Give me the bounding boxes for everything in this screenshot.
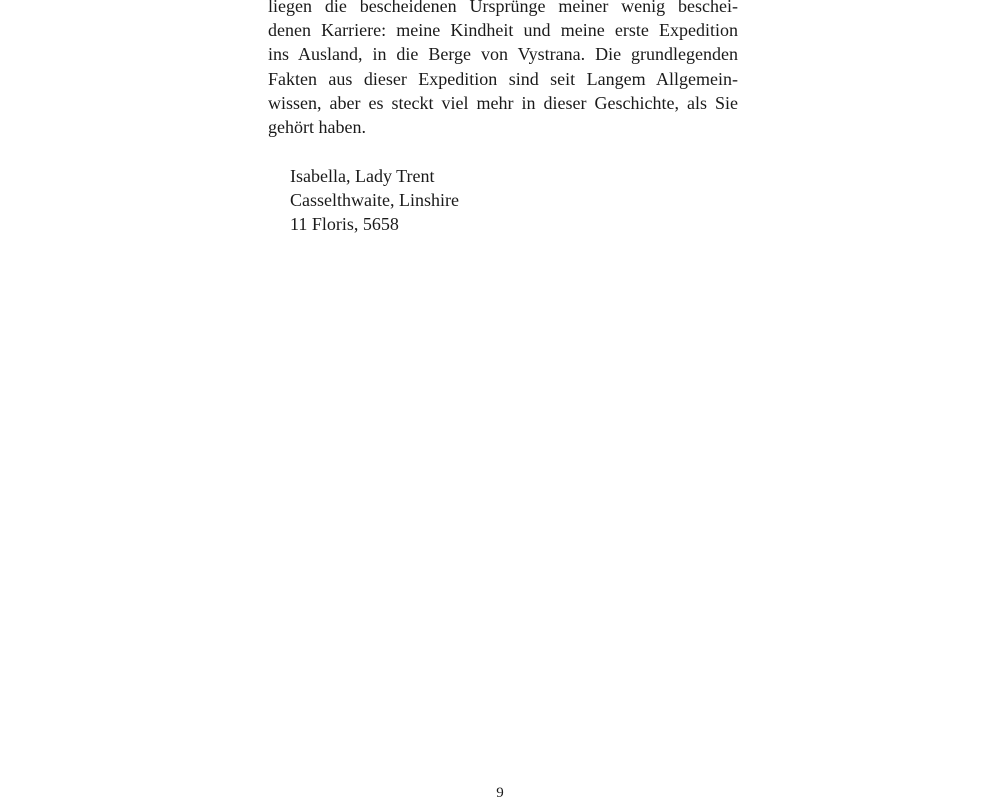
body-line-2: denen Karriere: meine Kindheit und meine erste Expedition (268, 20, 738, 41)
body-line-3: ins Ausland, in die Berge von Vystrana. Die grundlegenden (268, 44, 738, 65)
body-line-5: wissen, aber es steckt viel mehr in dieser Geschichte, als Sie (268, 92, 738, 113)
signature-date: 11 Floris, 5658 (290, 214, 399, 235)
signature-name: Isabella, Lady Trent (290, 166, 435, 186)
signature-place: Casselthwaite, Linshire (290, 190, 459, 211)
signature-block (290, 164, 459, 237)
body-line-1: liegen die bescheidenen Ursprünge meiner wenig beschei- (268, 0, 738, 16)
page-number: 9 (496, 785, 504, 800)
body-line-6: gehört haben. (268, 117, 366, 138)
body-line-4: Fakten aus dieser Expedition sind seit Langem Allgemein- (268, 68, 738, 89)
body-paragraph (268, 0, 738, 139)
